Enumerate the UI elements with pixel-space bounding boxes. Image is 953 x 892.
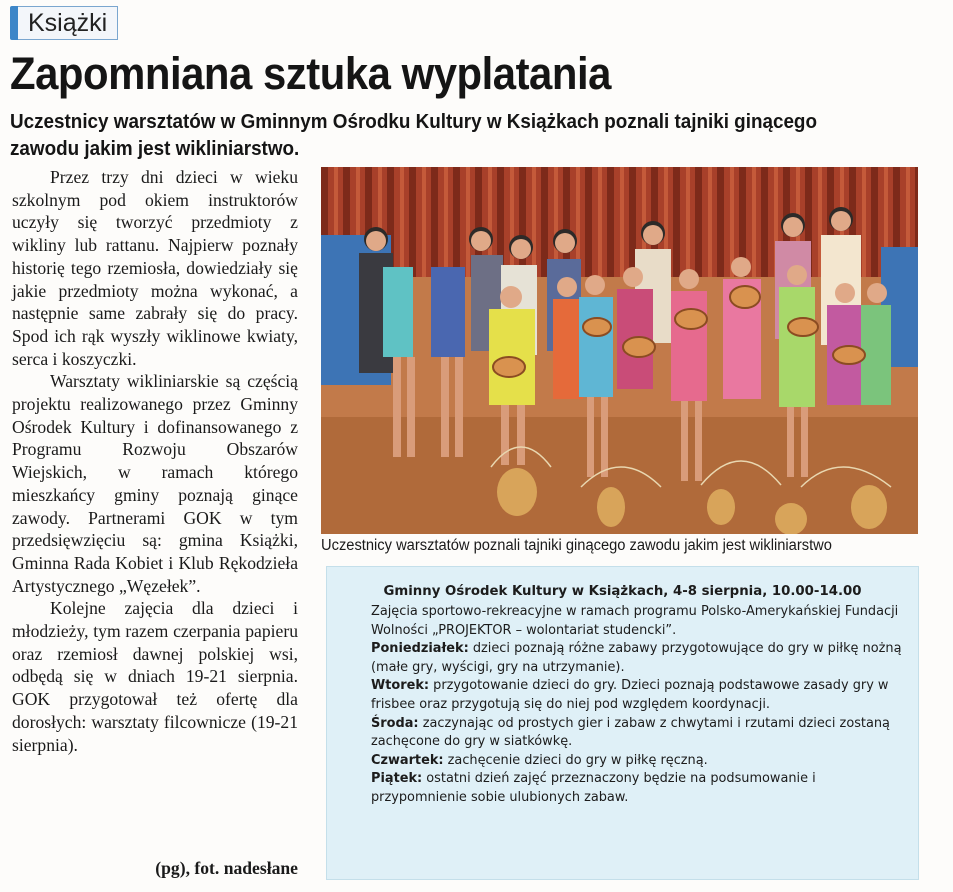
infobox-intro: Zajęcia sportowo-rekreacyjne w ramach programu Polsko-Amerykańskiej Fundacji Wolności „PROJEKTOR – wolontariat studencki”. xyxy=(371,604,899,638)
schedule-day: Czwartek: xyxy=(371,752,444,768)
photo-caption: Uczestnicy warsztatów poznali tajniki ginącego zawodu jakim jest wikliniarstwo xyxy=(321,537,832,554)
schedule-day: Wtorek: xyxy=(371,678,430,694)
schedule-text: ostatni dzień zajęć przeznaczony będzie na podsumowanie i przypomnienie sobie ulubionych zabaw. xyxy=(371,771,816,805)
article-paragraph: Przez trzy dni dzieci w wieku szkolnym pod okiem instruktorów uczyły się tworzyć przedmioty z wikliny lub rattanu. Najpierw poznały historię tego rzemiosła, dowiedziały się jakie przedmioty można wykonać, a następnie same zabrały się do pracy. Spod ich rąk wyszły wiklinowe kwiaty, serca i koszyczki. xyxy=(12,167,298,369)
section-color-bar xyxy=(10,6,18,40)
headline: Zapomniana sztuka wyplatania xyxy=(10,48,611,99)
schedule-day: Poniedziałek: xyxy=(371,641,469,657)
event-infobox xyxy=(326,566,919,880)
schedule-text: zachęcenie dzieci do gry w piłkę ręczną. xyxy=(443,752,708,768)
section-tab xyxy=(10,6,122,40)
infobox-heading: Gminny Ośrodek Kultury w Książkach, 4-8 sierpnia, 10.00-14.00 xyxy=(383,584,862,599)
schedule-text: przygotowanie dzieci do gry. Dzieci poznają podstawowe zasady gry w frisbee oraz przygotują się do niej pod względem koordynacji. xyxy=(371,678,889,712)
schedule-item xyxy=(371,640,908,677)
schedule-text: dzieci poznają różne zabawy przygotowujące do gry w piłkę nożną (małe gry, wyścigi, gry na utrzymanie). xyxy=(371,641,902,675)
article-paragraph: Kolejne zajęcia dla dzieci i młodzieży, tym razem czerpania papieru oraz rzemiosł dawnej polskiej wsi, odbędą się w dniach 19-21 sierpnia. GOK przygotował też ofertę dla dorosłych: warsztaty filcownicze (19-21 sierpnia). xyxy=(12,598,298,755)
group-photo xyxy=(321,167,918,534)
schedule-item xyxy=(371,677,908,714)
subheadline: Uczestnicy warsztatów w Gminnym Ośrodku Kultury w Książkach poznali tajniki ginącego zawodu jakim jest wikliniarstwo. xyxy=(10,110,817,160)
article-paragraph: Warsztaty wikliniarskie są częścią projektu realizowanego przez Gminny Ośrodek Kultury i dofinansowanego z Programu Rozwoju Obszarów Wiejskich, w ramach którego mieszkańcy gminy poznają ginące zawody. Partnerami GOK w tym przedsięwzięciu są: gmina Książki, Gminna Rada Kobiet i Klub Rękodzieła Artystycznego „Węzełek”. xyxy=(12,371,298,596)
photo-credit: (pg), fot. nadesłane xyxy=(155,858,298,878)
schedule-item xyxy=(371,770,908,807)
schedule-text: zaczynając od prostych gier i zabaw z chwytami i rzutami dzieci zostaną zachęcone do gry w siatkówkę. xyxy=(371,715,890,750)
schedule-day: Środa: xyxy=(371,715,419,731)
section-label: Książki xyxy=(18,6,118,40)
article-body xyxy=(12,166,298,756)
schedule-day: Piątek: xyxy=(371,771,423,787)
schedule-item xyxy=(371,715,908,752)
group-photo-illustration xyxy=(321,167,918,534)
schedule-item xyxy=(371,752,908,771)
